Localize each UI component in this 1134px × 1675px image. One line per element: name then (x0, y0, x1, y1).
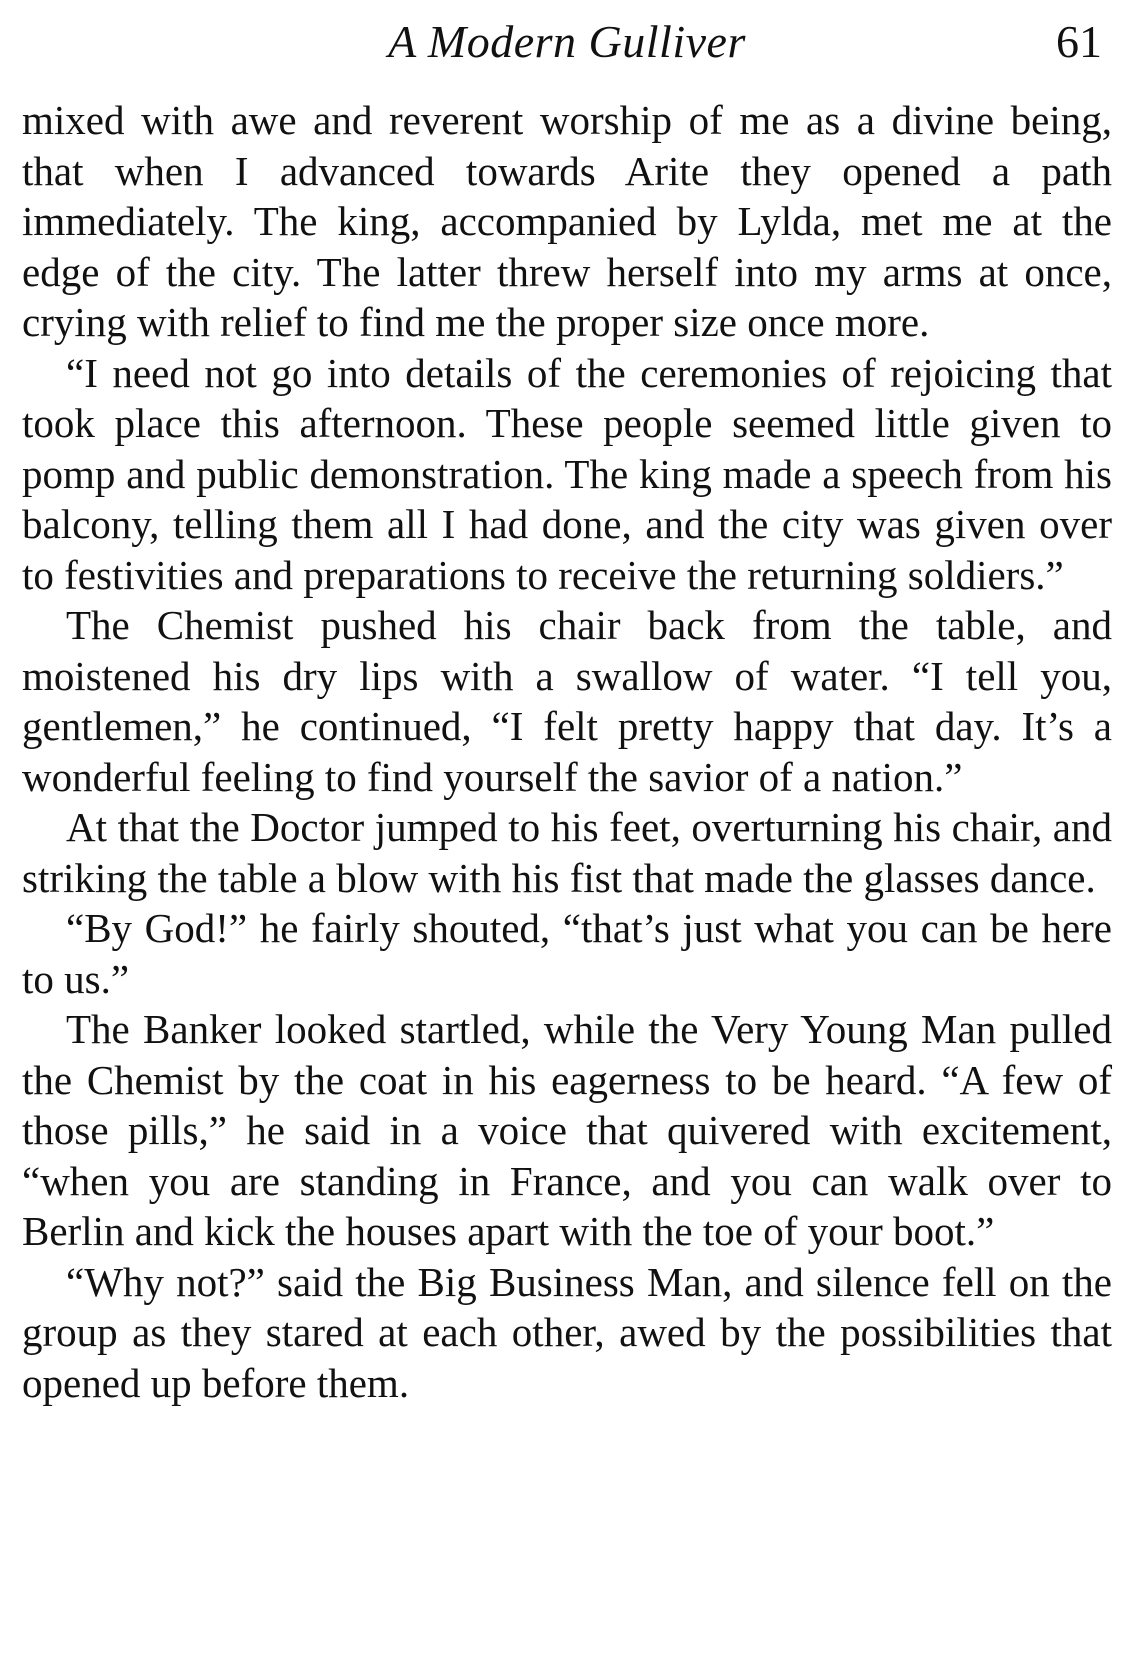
paragraph-banker: The Banker looked startled, while the Very Young Man pulled the Chemist by the coat in his eagerness to be heard. “A few of those pills,” he said in a voice that quivered with excitement, “when you are standing in France, and you can walk over to Berlin and kick the houses apart with the toe of your boot.” (22, 1006, 1112, 1254)
paragraph-why-not: “Why not?” said the Big Business Man, and silence fell on the group as they stared at each other, awed by the possibilities that opened up before them. (22, 1258, 1112, 1406)
book-title: A Modern Gulliver (388, 16, 746, 67)
paragraph-continuation: mixed with awe and reverent worship of me as a divine being, that when I advanced towards Arite they opened a path immediately. The king, accompanied by Lylda, met me at the edge of the city. The latter threw herself into my arms at once, crying with relief to find me the proper size once more. (22, 97, 1112, 345)
paragraph-ceremonies: “I need not go into details of the ceremonies of rejoicing that took place this afternoon. These people seemed little given to pomp and public demonstration. The king made a speech from his balcony, telling them all I had done, and the city was given over to festivities and preparations to receive the returning soldiers.” (22, 349, 1112, 598)
paragraph-chemist: The Chemist pushed his chair back from the table, and moistened his dry lips with a swallow of water. “I tell you, gentlemen,” he continued, “I felt pretty happy that day. It’s a wonderful feeling to find yourself the savior of a nation.” (22, 602, 1112, 800)
paragraph-doctor: At that the Doctor jumped to his feet, overturning his chair, and striking the table a blow with his fist that made the glasses dance. (22, 804, 1112, 901)
paragraph-by-god: “By God!” he fairly shouted, “that’s just what you can be here to us.” (22, 905, 1112, 1002)
book-page (22, 0, 1112, 1675)
running-head (22, 0, 1112, 92)
body-text (22, 95, 1112, 1408)
page-number: 61 (1056, 16, 1102, 67)
